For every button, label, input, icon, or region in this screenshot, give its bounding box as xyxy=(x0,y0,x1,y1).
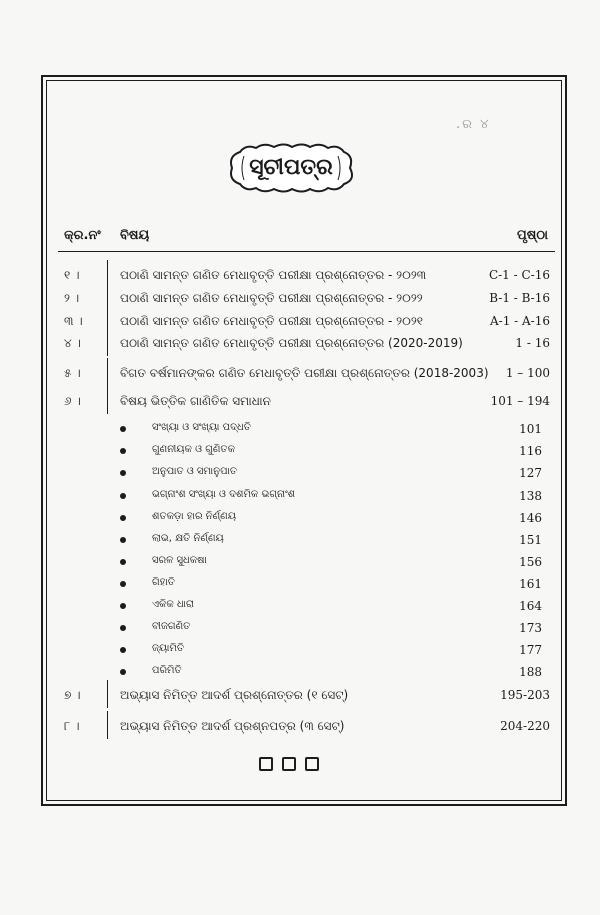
subtopic-item xyxy=(0,466,600,484)
subtopic-item xyxy=(0,599,600,617)
row-page: 204-220 xyxy=(500,719,550,733)
subtopic-title: ଲାଭ, କ୍ଷତି ନିର୍ଣ୍ଣୟ xyxy=(152,533,224,544)
subtopic-page: 173 xyxy=(519,621,542,635)
toc-header xyxy=(64,228,548,250)
square-icon xyxy=(305,757,319,771)
row-title: ପଠାଣି ସାମନ୍ତ ଗଣିତ ମେଧାବୃତ୍ତି ପରୀକ୍ଷା ପ୍ରଶ୍ନୋତ୍ତର - ୨୦୨୨ xyxy=(120,291,423,305)
row-title: ଅଭ୍ୟାସ ନିମିତ୍ତ ଆଦର୍ଶ ପ୍ରଶ୍ନପତ୍ର (୩ ସେଟ୍) xyxy=(120,719,345,733)
row-number: ୩ । xyxy=(64,314,83,328)
subtopic-title: ଏକିକ ଧାରା xyxy=(152,599,194,610)
header-page: ପୃଷ୍ଠା xyxy=(517,228,548,243)
row-number: ୨ । xyxy=(64,291,80,305)
row-number: ୮ । xyxy=(64,719,80,733)
toc-row xyxy=(0,336,600,356)
subtopic-title: ସଂଖ୍ୟା ଓ ସଂଖ୍ୟା ପଦ୍ଧତି xyxy=(152,422,251,433)
row-page: C-1 - C-16 xyxy=(488,268,550,282)
row-number: ୪ । xyxy=(64,336,81,350)
toc-row xyxy=(0,268,600,288)
header-sl: କ୍ର.ନଂ xyxy=(64,228,101,243)
corner-note: .ର ୪ xyxy=(456,117,491,132)
row-separator xyxy=(107,711,108,739)
row-title: ପଠାଣି ସାମନ୍ତ ଗଣିତ ମେଧାବୃତ୍ତି ପରୀକ୍ଷା ପ୍ରଶ୍ନୋତ୍ତର (2020-2019) xyxy=(120,336,463,350)
row-number: ୧ । xyxy=(64,268,80,282)
toc-row xyxy=(0,291,600,311)
subtopic-page: 188 xyxy=(519,665,542,679)
subtopic-title: ଗୁଣନୀୟକ ଓ ଗୁଣିତକ xyxy=(152,444,235,455)
subtopic-title: ଅନୁପାତ ଓ ସମାନୁପାତ xyxy=(152,466,237,477)
subtopic-title: ବୀଜଗଣିତ xyxy=(152,621,191,632)
bullet-icon xyxy=(120,603,126,609)
subtopic-item xyxy=(0,555,600,573)
subtopic-item xyxy=(0,577,600,595)
subtopic-item xyxy=(0,444,600,462)
subtopic-item xyxy=(0,422,600,440)
row-title: ପଠାଣି ସାମନ୍ତ ଗଣିତ ମେଧାବୃତ୍ତି ପରୀକ୍ଷା ପ୍ରଶ୍ନୋତ୍ତର - ୨୦୨୧ xyxy=(120,314,424,328)
subtopic-item xyxy=(0,643,600,661)
subtopic-page: 127 xyxy=(519,466,542,480)
row-page: 101 – 194 xyxy=(490,394,550,408)
subtopic-page: 156 xyxy=(519,555,542,569)
header-divider xyxy=(58,251,555,252)
row-page: 195-203 xyxy=(500,688,550,702)
toc-row xyxy=(0,719,600,739)
row-page: 1 - 16 xyxy=(515,336,550,350)
row-number: ୭ । xyxy=(64,688,81,702)
subtopic-page: 177 xyxy=(519,643,542,657)
row-separator xyxy=(107,358,108,386)
bullet-icon xyxy=(120,448,126,454)
row-number: ୫ । xyxy=(64,366,81,380)
square-icon xyxy=(259,757,273,771)
subtopic-page: 161 xyxy=(519,577,542,591)
subtopic-title: ପରିମିତି xyxy=(152,665,182,676)
row-number: ୬ । xyxy=(64,394,81,408)
subtopic-title: ଗିହାତି xyxy=(152,577,175,588)
bullet-icon xyxy=(120,493,126,499)
subtopic-page: 116 xyxy=(519,444,542,458)
subtopic-title: ସରଳ ସୁଧକଷା xyxy=(152,555,207,566)
square-icon xyxy=(282,757,296,771)
row-title: ଅଭ୍ୟାସ ନିମିତ୍ତ ଆଦର୍ଶ ପ୍ରଶ୍ନୋତ୍ତର (୧ ସେଟ୍) xyxy=(120,688,349,702)
row-page: B-1 - B-16 xyxy=(489,291,550,305)
bullet-icon xyxy=(120,581,126,587)
subtopic-title: ଶତକଡ଼ା ହାର ନିର୍ଣ୍ଣୟ xyxy=(152,511,236,522)
subtopic-page: 151 xyxy=(519,533,542,547)
row-separator xyxy=(107,386,108,414)
toc-row xyxy=(0,394,600,414)
row-title: ପଠାଣି ସାମନ୍ତ ଗଣିତ ମେଧାବୃତ୍ତି ପରୀକ୍ଷା ପ୍ରଶ୍ନୋତ୍ତର - ୨୦୨୩ xyxy=(120,268,427,282)
subtopic-page: 101 xyxy=(519,422,542,436)
subtopic-item xyxy=(0,533,600,551)
bullet-icon xyxy=(120,515,126,521)
subtopic-title: ଜ୍ୟାମିତି xyxy=(152,643,185,654)
bullet-icon xyxy=(120,559,126,565)
bullet-icon xyxy=(120,625,126,631)
subtopic-item xyxy=(0,621,600,639)
row-page: 1 – 100 xyxy=(505,366,550,380)
row-separator xyxy=(107,328,108,356)
bullet-icon xyxy=(120,537,126,543)
toc-row xyxy=(0,314,600,334)
bullet-icon xyxy=(120,669,126,675)
header-subject: ବିଷୟ xyxy=(120,228,150,243)
subtopic-page: 138 xyxy=(519,489,542,503)
row-page: A-1 - A-16 xyxy=(489,314,550,328)
bullet-icon xyxy=(120,470,126,476)
subtopic-item xyxy=(0,511,600,529)
subtopic-page: 146 xyxy=(519,511,542,525)
subtopic-item xyxy=(0,489,600,507)
row-title: ବିଷୟ ଭିତ୍ତିକ ଗାଣିତିକ ସମାଧାନ xyxy=(120,394,271,408)
bullet-icon xyxy=(120,647,126,653)
bullet-icon xyxy=(120,426,126,432)
toc-row xyxy=(0,688,600,708)
end-mark xyxy=(259,757,319,771)
toc-row xyxy=(0,366,600,386)
subtopic-title: ଭଗ୍ନାଂଶ ସଂଖ୍ୟା ଓ ଦଶମିକ ଭଗ୍ନାଂଶ xyxy=(152,489,296,500)
row-separator xyxy=(107,680,108,708)
row-title: ବିଗତ ବର୍ଷମାନଙ୍କର ଗଣିତ ମେଧାବୃତ୍ତି ପରୀକ୍ଷା ପ୍ରଶ୍ନୋତ୍ତର (2018-2003) xyxy=(120,366,489,380)
subtopic-page: 164 xyxy=(519,599,542,613)
page-title: ସୂଚୀପତ୍ର xyxy=(249,155,333,180)
subtopic-item xyxy=(0,665,600,683)
